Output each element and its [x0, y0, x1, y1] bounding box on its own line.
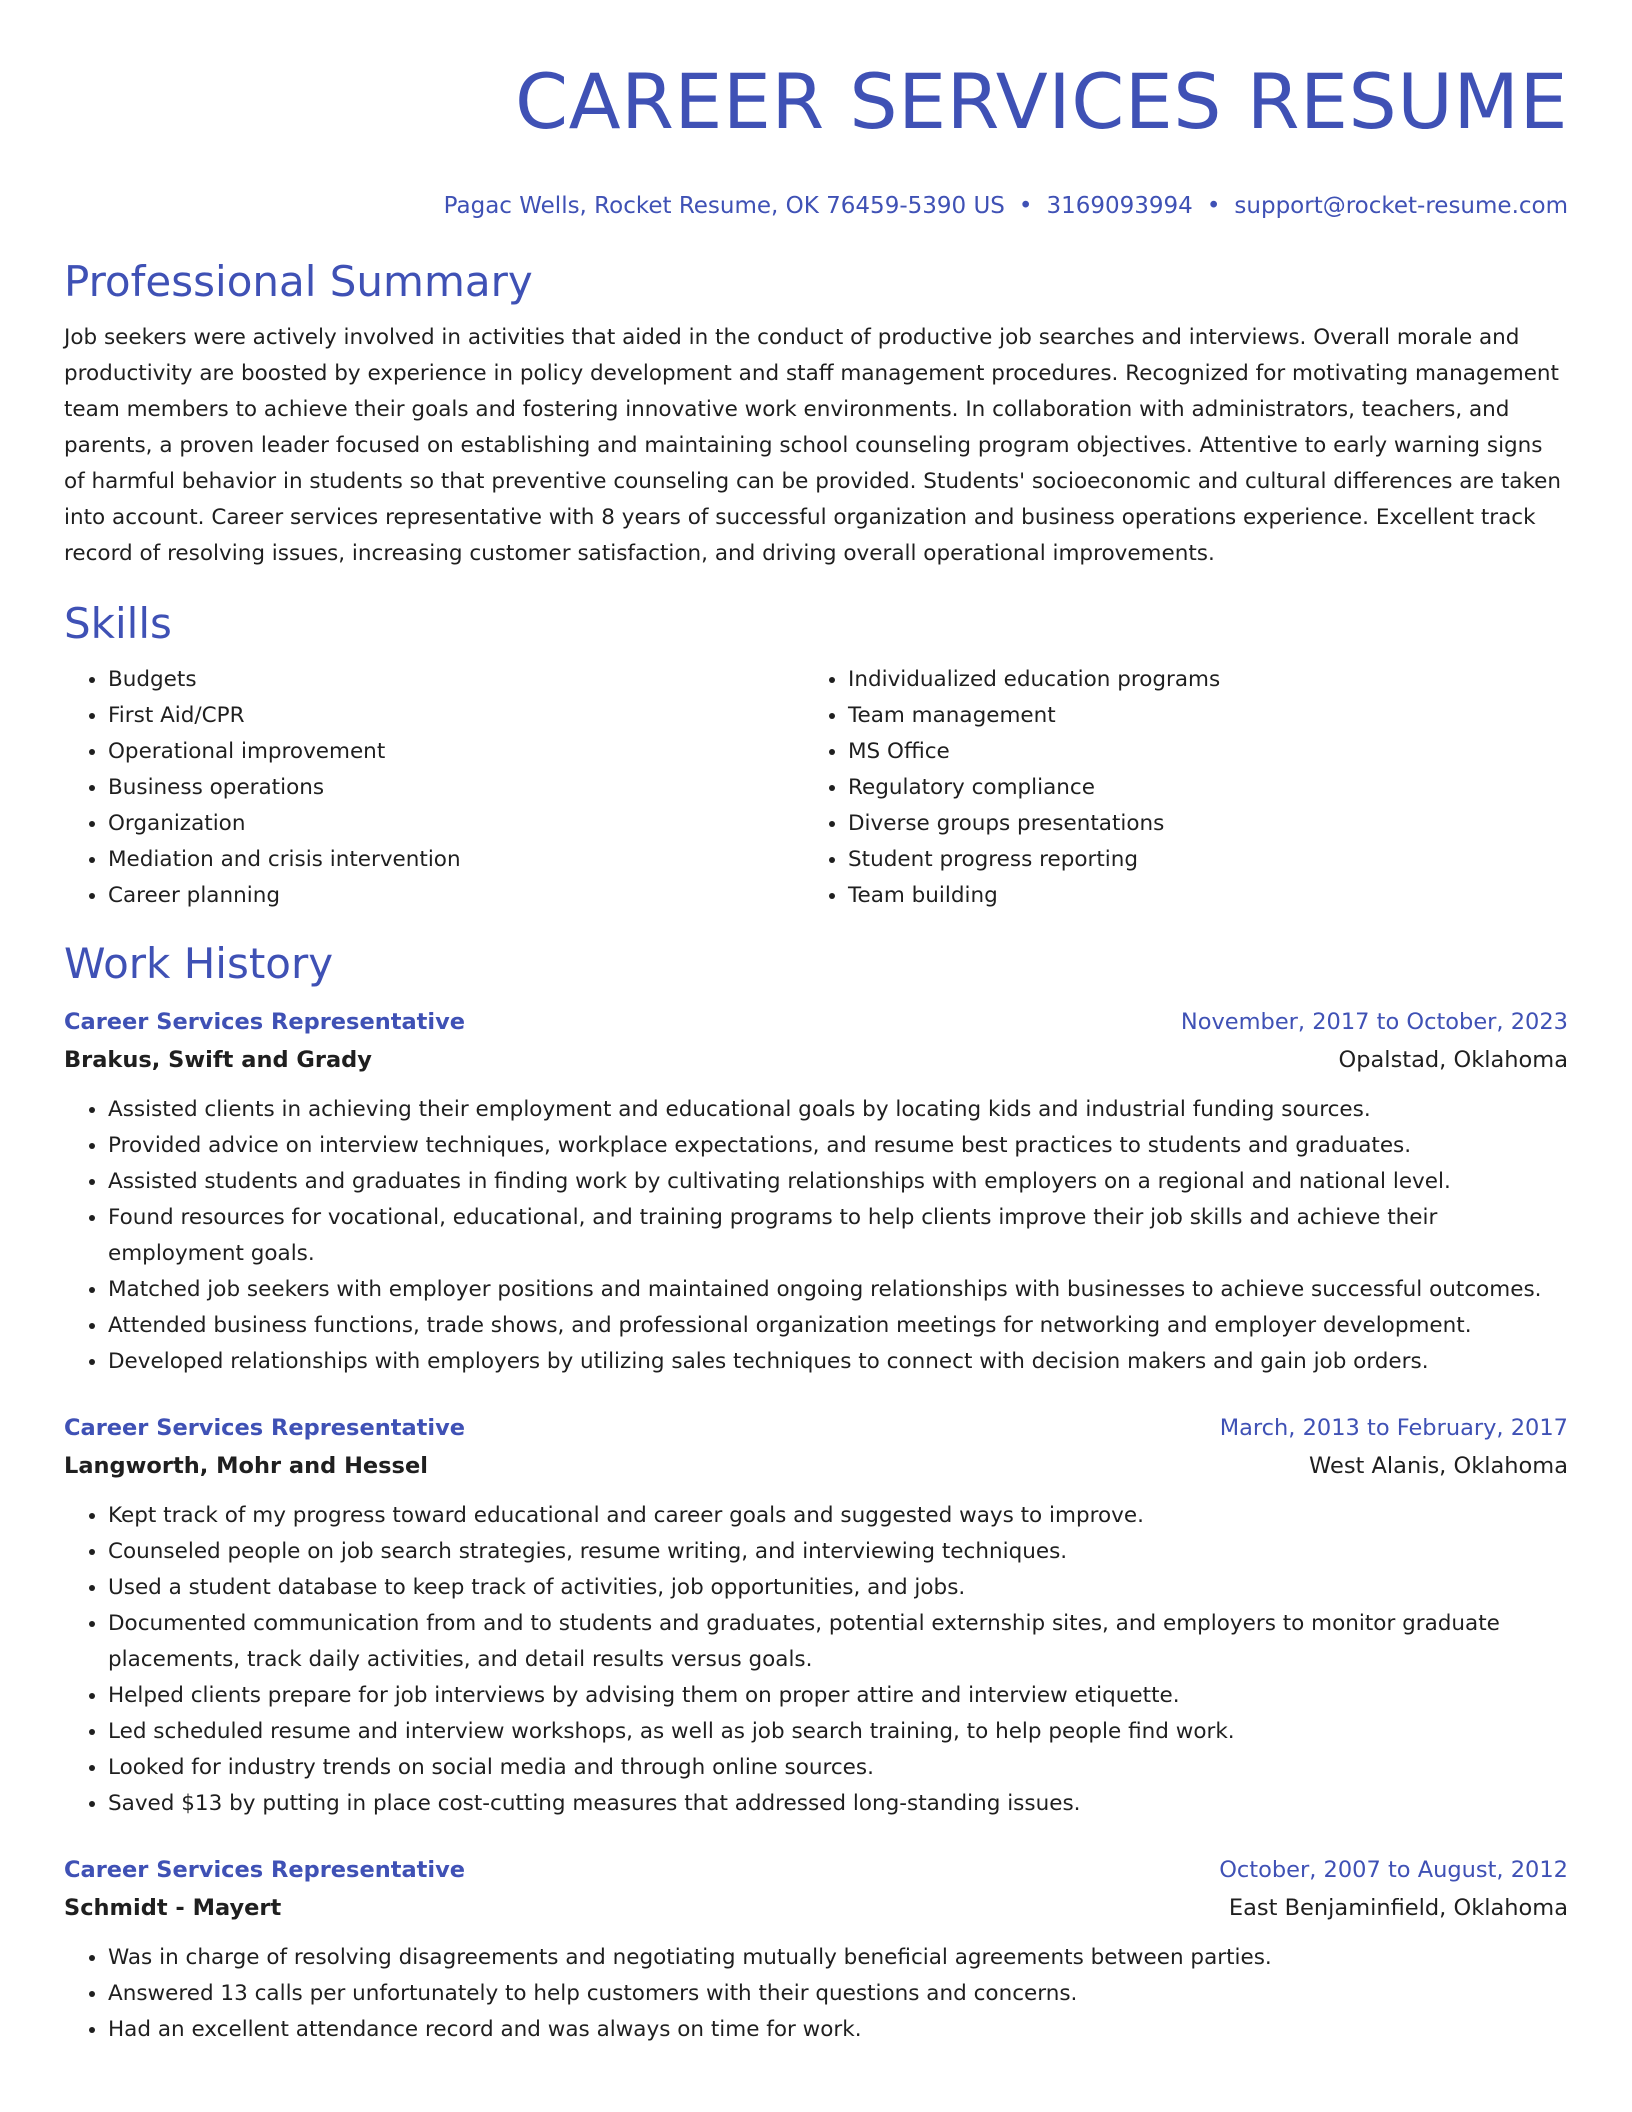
job-bullet: • Led scheduled resume and interview workshops, as well as job search training, to help people find work.: [108, 1714, 1568, 1750]
skill-item: • Organization: [108, 806, 804, 842]
job-bullet: • Used a student database to keep track of activities, job opportunities, and jobs.: [108, 1570, 1568, 1606]
job-bullet: • Answered 13 calls per unfortunately to help customers with their questions and concerns.: [108, 1976, 1568, 2012]
job-company: Schmidt - Mayert: [64, 1895, 282, 1921]
work-history-heading: Work History: [64, 939, 334, 988]
job-bullet: • Assisted clients in achieving their employment and educational goals by locating kids and industrial funding sources.: [108, 1092, 1568, 1128]
job-title: Career Services Representative: [64, 1857, 466, 1883]
job-bullet: • Helped clients prepare for job interviews by advising them on proper attire and interview etiquette.: [108, 1678, 1568, 1714]
job-entry: [64, 1852, 1568, 2048]
contact-phone: 3169093994: [1046, 193, 1193, 219]
job-bullet: • Saved $13 by putting in place cost-cutting measures that addressed long-standing issues.: [108, 1786, 1568, 1822]
contact-email: support@rocket-resume.com: [1234, 193, 1568, 219]
summary-heading: Professional Summary: [64, 257, 533, 306]
skill-item: • Career planning: [108, 878, 804, 914]
skill-item: • Student progress reporting: [848, 842, 1544, 878]
job-bullet: • Was in charge of resolving disagreements and negotiating mutually beneficial agreements between parties.: [108, 1940, 1568, 1976]
skill-item: • First Aid/CPR: [108, 698, 804, 734]
job-entry: [64, 1410, 1568, 1822]
contact-line: [64, 190, 1568, 222]
job-bullet: • Attended business functions, trade shows, and professional organization meetings for networking and employer development.: [108, 1308, 1568, 1344]
job-bullet: • Found resources for vocational, educational, and training programs to help clients improve their job skills and achieve their employment goals.: [108, 1200, 1568, 1272]
summary-section: [64, 256, 1568, 572]
skill-item: • Team building: [848, 878, 1544, 914]
job-entry: [64, 1004, 1568, 1380]
skill-item: • Team management: [848, 698, 1544, 734]
skill-item: • Business operations: [108, 770, 804, 806]
skill-item: • Budgets: [108, 662, 804, 698]
skill-item: • Operational improvement: [108, 734, 804, 770]
job-title: Career Services Representative: [64, 1009, 466, 1035]
work-history-section: [64, 938, 1568, 2048]
job-bullet: • Provided advice on interview techniques, workplace expectations, and resume best practices to students and graduates.: [108, 1128, 1568, 1164]
summary-paragraph: Job seekers were actively involved in activities that aided in the conduct of productive job searches and interviews. Overall morale and productivity are boosted by experience in policy development and staff management procedures. Recognized for motivating management team members to achieve their goals and fostering innovative work environments. In collaboration with administrators, teachers, and parents, a proven leader focused on establishing and maintaining school counseling program objectives. Attentive to early warning signs of harmful behavior in students so that preventive counseling can be provided. Students' socioeconomic and cultural differences are taken into account. Career services representative with 8 years of successful organization and business operations experience. Excellent track record of resolving issues, increasing customer satisfaction, and driving overall operational improvements.: [64, 325, 1561, 566]
skills-list-left: [64, 662, 804, 914]
job-company: Brakus, Swift and Grady: [64, 1047, 372, 1073]
job-bullet: • Kept track of my progress toward educational and career goals and suggested ways to improve.: [108, 1498, 1568, 1534]
job-location: West Alanis, Oklahoma: [1309, 1453, 1568, 1479]
skills-columns: [64, 662, 1568, 914]
job-bullet: • Counseled people on job search strategies, resume writing, and interviewing techniques.: [108, 1534, 1568, 1570]
contact-separator: •: [1018, 193, 1033, 219]
job-bullets: [64, 1092, 1568, 1380]
skill-item: • Regulatory compliance: [848, 770, 1544, 806]
job-bullet: • Assisted students and graduates in finding work by cultivating relationships with employers on a regional and national level.: [108, 1164, 1568, 1200]
job-title: Career Services Representative: [64, 1415, 466, 1441]
skills-section: [64, 598, 1568, 914]
job-location: East Benjaminfield, Oklahoma: [1228, 1895, 1568, 1921]
skill-item: • Diverse groups presentations: [848, 806, 1544, 842]
job-bullet: • Developed relationships with employers by utilizing sales techniques to connect with decision makers and gain job orders.: [108, 1344, 1568, 1380]
skill-item: • Mediation and crisis intervention: [108, 842, 804, 878]
skills-list-right: [804, 662, 1544, 914]
job-location: Opalstad, Oklahoma: [1338, 1047, 1568, 1073]
job-bullet: • Documented communication from and to students and graduates, potential externship sites, and employers to monitor graduate placements, track daily activities, and detail results versus goals.: [108, 1606, 1568, 1678]
resume-header: [64, 56, 1568, 222]
skill-item: • MS Office: [848, 734, 1544, 770]
job-bullets: [64, 1940, 1568, 2048]
job-dates: October, 2007 to August, 2012: [1219, 1857, 1568, 1883]
contact-address: Pagac Wells, Rocket Resume, OK 76459-5390 US: [443, 193, 1005, 219]
resume-name: CAREER SERVICES RESUME: [515, 57, 1568, 146]
job-bullet: • Looked for industry trends on social media and through online sources.: [108, 1750, 1568, 1786]
job-dates: November, 2017 to October, 2023: [1180, 1009, 1568, 1035]
job-company: Langworth, Mohr and Hessel: [64, 1453, 428, 1479]
job-bullet: • Had an excellent attendance record and was always on time for work.: [108, 2012, 1568, 2048]
skills-heading: Skills: [64, 599, 172, 648]
job-bullet: • Matched job seekers with employer positions and maintained ongoing relationships with businesses to achieve successful outcomes.: [108, 1272, 1568, 1308]
skill-item: • Individualized education programs: [848, 662, 1544, 698]
job-bullets: [64, 1498, 1568, 1822]
contact-separator: •: [1206, 193, 1221, 219]
job-dates: March, 2013 to February, 2017: [1219, 1415, 1568, 1441]
